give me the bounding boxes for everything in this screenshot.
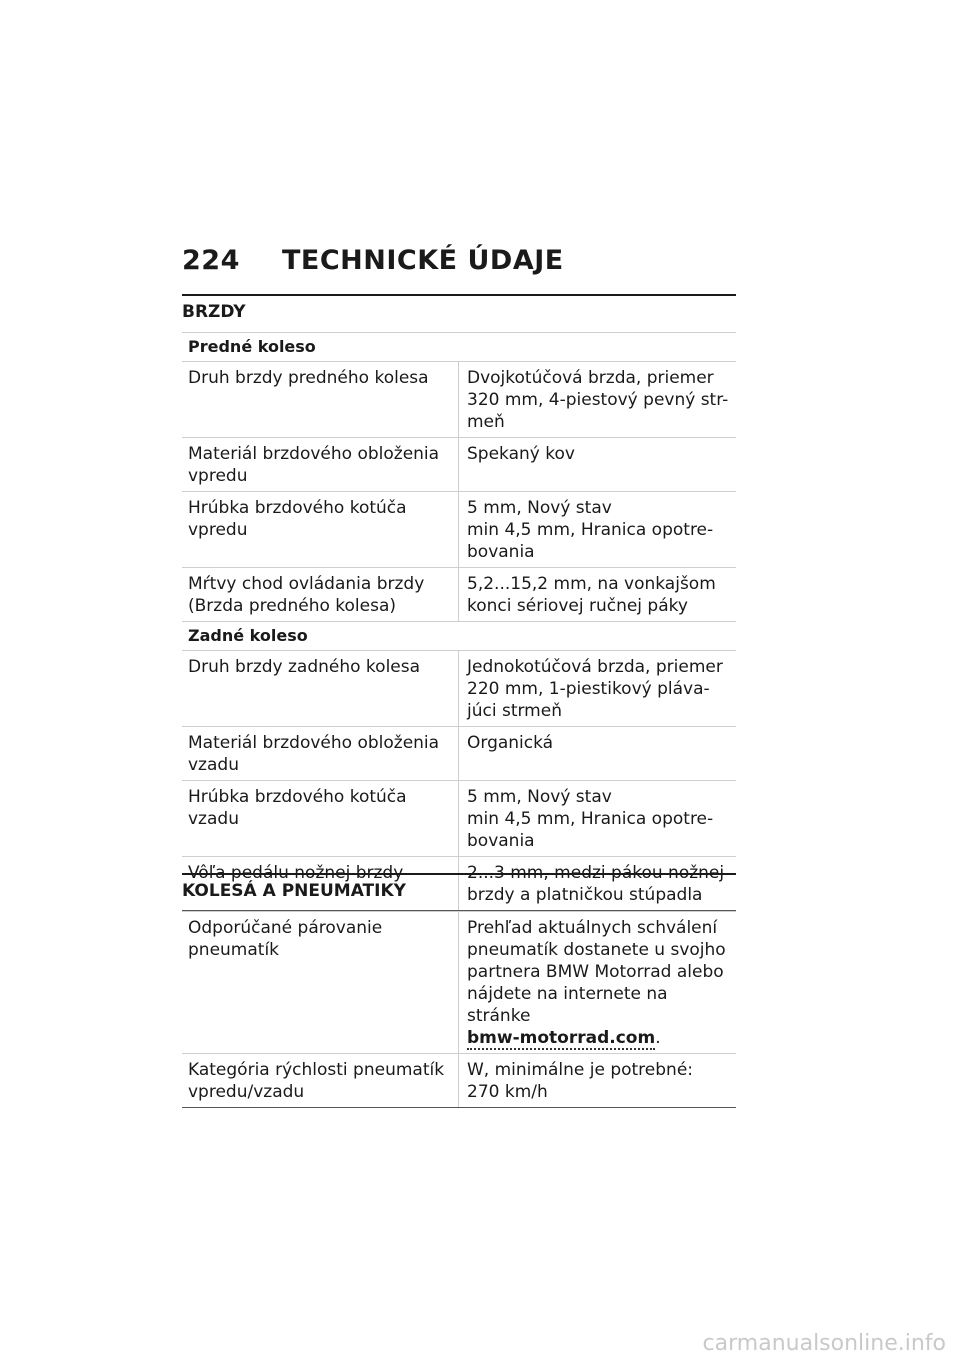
spec-label: Druh brzdy predného kolesa xyxy=(182,362,459,437)
spec-value: 5 mm, Nový stav min 4,5 mm, Hranica opotre- bovania xyxy=(467,498,714,562)
spec-label: Materiál brzdového obloženia vpredu xyxy=(182,438,459,491)
page-header xyxy=(182,245,564,281)
spec-label: Materiál brzdového obloženia vzadu xyxy=(182,727,459,780)
subheading-rear-wheel: Zadné koleso xyxy=(182,622,736,651)
table-row xyxy=(182,362,736,438)
spec-label: Kategória rýchlosti pneumatík vpredu/vzadu xyxy=(182,1054,459,1107)
wheels-tyres-section xyxy=(182,873,736,1108)
table-row xyxy=(182,568,736,622)
table-row xyxy=(182,911,736,1054)
spec-value: 5 mm, Nový stav min 4,5 mm, Hranica opotre- bovania xyxy=(467,787,714,851)
table-row xyxy=(182,651,736,727)
table-row xyxy=(182,1054,736,1108)
page-number: 224 xyxy=(182,245,240,276)
table-row xyxy=(182,438,736,492)
spec-label: Hrúbka brzdového kotúča vzadu xyxy=(182,781,459,856)
spec-value: Spekaný kov xyxy=(467,444,575,464)
watermark: carmanualsonline.info xyxy=(702,1331,946,1356)
section-title-brakes: BRZDY xyxy=(182,302,246,322)
spec-label: Mŕtvy chod ovládania brzdy (Brzda predného kolesa) xyxy=(182,568,459,621)
spec-value: Dvojkotúčová brzda, priemer 320 mm, 4-piestový pevný str- meň xyxy=(467,368,729,432)
spec-label: Hrúbka brzdového kotúča vpredu xyxy=(182,492,459,567)
page-title: TECHNICKÉ ÚDAJE xyxy=(282,245,564,276)
table-row xyxy=(182,492,736,568)
spec-value-cell xyxy=(459,912,736,1053)
bmw-motorrad-link[interactable]: bmw-motorrad.com xyxy=(467,1028,656,1048)
spec-value: Organická xyxy=(467,733,554,753)
subheading-front-wheel: Predné koleso xyxy=(182,333,736,362)
link-suffix: . xyxy=(655,1028,661,1048)
spec-value: Prehľad aktuálnych schválení pneumatík dostanete u svojho partnera BMW Motorrad alebo nájdete na internete na stránke xyxy=(467,918,726,1026)
spec-value: W, minimálne je potrebné: 270 km/h xyxy=(467,1060,694,1102)
spec-value: Jednokotúčová brzda, priemer 220 mm, 1-piestikový pláva- júci strmeň xyxy=(467,657,723,721)
spec-value: 2...3 mm, medzi pákou nožnej brzdy a platničkou stúpadla xyxy=(467,863,725,905)
spec-label: Vôľa pedálu nožnej brzdy xyxy=(182,857,459,910)
spec-label: Druh brzdy zadného kolesa xyxy=(182,651,459,726)
brakes-section xyxy=(182,294,736,911)
table-row xyxy=(182,781,736,857)
spec-label: Odporúčané párovanie pneumatík xyxy=(182,912,459,1053)
section-title-wheels-tyres: KOLESÁ A PNEUMATIKY xyxy=(182,881,406,901)
spec-value: 5,2...15,2 mm, na vonkajšom konci sériovej ručnej páky xyxy=(467,574,716,616)
table-row xyxy=(182,727,736,781)
